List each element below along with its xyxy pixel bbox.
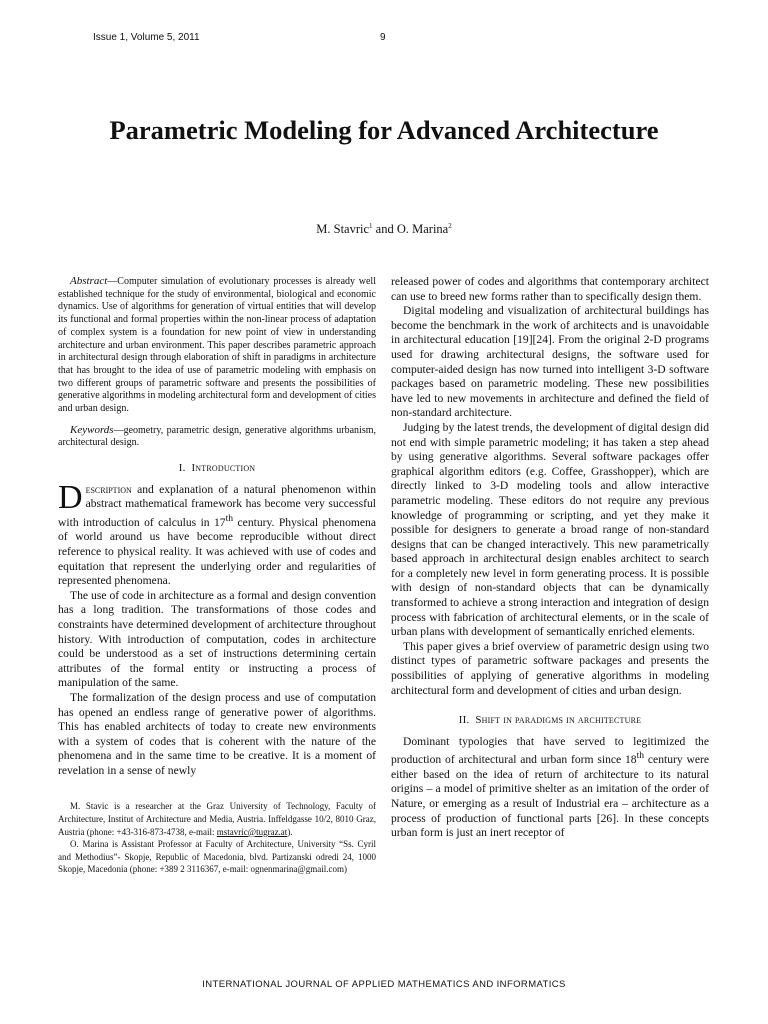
author-1-affiliation-mark: 1 xyxy=(369,222,373,230)
intro-p1-superscript: th xyxy=(225,512,234,524)
keywords-label: Keywords xyxy=(70,423,114,436)
section-2-number: II. xyxy=(458,714,470,727)
author-1: M. Stavric xyxy=(316,222,370,237)
intro-p1-text: and explanation of a natural phenomenon within abstract mathematical framework has become very successful with introduction of calculus in 17 xyxy=(58,482,376,529)
section-1-heading xyxy=(58,461,376,476)
footnote-2: O. Marina is Assistant Professor at Faculty of Architecture, University “Ss. Cyril and Methodius”- Skopje, Republic of Macedonia, blvd. Partizanski odredi 24, 1000 Skopje, Macedonia (phone: +389 2 3116367, e-mail: ognenmarina@gmail.com) xyxy=(58,839,376,875)
section-2-heading xyxy=(391,713,709,728)
section-2-p1-text: Dominant typologies that have served to legitimized the production of architectural and urban form since 18 xyxy=(391,734,709,767)
author-line xyxy=(60,222,708,237)
intro-first-word: escription xyxy=(85,482,132,496)
author-footnotes xyxy=(58,800,376,876)
author-conjunction: and xyxy=(372,222,397,237)
footnote-1 xyxy=(58,800,376,838)
page-number: 9 xyxy=(380,32,386,43)
journal-footer: INTERNATIONAL JOURNAL OF APPLIED MATHEMATICS AND INFORMATICS xyxy=(202,979,566,990)
section-2-p1-superscript: th xyxy=(636,750,645,762)
paper-title: Parametric Modeling for Advanced Architecture xyxy=(109,115,659,145)
intro-p1-end: century. Physical phenomena of world around us have become reproducible without direct reference to physical reality. It was achieved with use of codes and equitation that represent the underlying order and regularities of represented phenomena. xyxy=(58,515,376,588)
running-header xyxy=(93,32,693,46)
abstract-text: —Computer simulation of evolutionary processes is already well established technique for the study of environmental, biological and economic dynamics. Use of algorithms for generation of virtual entities that will develop its functional and formal properties within the non-linear process of adaptation of complex system is a foundation for new point of view in understanding architecture and urban environment. This paper describes parametric approach in architectural design through elaboration of shift in paradigms in architecture that has brought to the idea of use of parametric modeling with emphasis on two different groups of parametric software and presents the possibilities of generative algorithms in modeling architectural form and development of cities and urban design. xyxy=(58,276,376,415)
continued-paragraph: released power of codes and algorithms that contemporary architect can use to breed new forms rather than to specifically design them. xyxy=(391,275,709,303)
author-2: O. Marina xyxy=(396,222,449,237)
right-column xyxy=(391,275,709,841)
section-1-number: I. xyxy=(178,462,186,475)
drop-cap: D xyxy=(58,478,83,516)
abstract xyxy=(58,275,376,416)
issue-volume: Issue 1, Volume 5, 2011 xyxy=(93,32,200,43)
intro-paragraph-1 xyxy=(58,478,376,589)
paragraph-digital-modeling: Digital modeling and visualization of architectural buildings has become the benchmark in the work of architects and is unavoidable in architectural education [19][24]. From the original 2-D programs used for drawing architectural designs, the software used for computer-aided design has now turned into intelligent 3-D software packages based on parametric modeling. These new possibilities have led to new movements in architecture and defined the field of non-standard architecture. xyxy=(391,304,709,420)
footnote-1-text: M. Stavic is a researcher at the Graz University of Technology, Faculty of Architecture, Institut of Architecture and Media, Austria. Inffeldgasse 10/2, 8010 Graz, Austria (phone: +43-316-873-4738, e-mail: xyxy=(58,801,376,837)
section-1-title: Introduction xyxy=(191,462,256,475)
left-column xyxy=(58,275,376,876)
keywords xyxy=(58,424,376,450)
intro-paragraph-2: The use of code in architecture as a formal and design convention has a long tradition. The transformations of those codes and constraints have determined development of architecture throughout history. With introduction of computation, codes in architecture could be understood as a set of instructions determining certain attributes of the formal entity or instructing a process of manipulation of the same. xyxy=(58,588,376,690)
section-2-paragraph-1 xyxy=(391,735,709,841)
intro-paragraph-3: The formalization of the design process and use of computation has opened an endless range of generative power of algorithms. This has enabled architects of today to create new environments with a system of codes that is coherent with the nature of the phenomena and in the same time to be creative. It is a moment of revelation in a sense of newly xyxy=(58,690,376,777)
abstract-label: Abstract xyxy=(70,275,108,287)
section-2-p1-end: century were either based on the idea of return of architecture to its natural origins – a model of primitive shelter as an imitation of the order of Nature, or emerging as a result of Industrial era – architecture as a process of production of functional parts [26]. In these concepts urban form is just an inert receptor of xyxy=(391,753,709,840)
footnote-1-email: mstavric@tugraz.at xyxy=(216,826,288,837)
section-2-title: Shift in paradigms in architecture xyxy=(475,714,642,727)
footnote-1-end: ). xyxy=(287,826,293,837)
paragraph-overview: This paper gives a brief overview of parametric design using two distinct types of parametric software packages and presents the possibilities of applying of generative algorithms in modeling architectural form and development of cities and urban design. xyxy=(391,639,709,697)
author-2-affiliation-mark: 2 xyxy=(448,222,452,230)
paragraph-latest-trends: Judging by the latest trends, the development of digital design did not end with simple parametric modeling; it has taken a step ahead by using generative algorithms. Several software packages offer graphical algorithm editors (e.g. Coffee, Grasshopper), which are directly linked to 3-D modeling tools and allow interactive parametric modeling. These editors do not require any previous knowledge of programming or scripting, and yet they make it possible for designers to generate a broad range of non-standard designs that can be changed interactively. This new parametrically based approach in architectural design enables architect to search for a completely new level in form generating process. It is possible with design of non-standard objects that can be dynamically transformed to achieve a strong interaction and integration of design process with fabrication of architectural elements, or in the scale of urban plans with development of semantically enriched elements. xyxy=(391,420,709,639)
keywords-text: —geometry, parametric design, generative algorithms urbanism, architectural design. xyxy=(58,424,376,449)
